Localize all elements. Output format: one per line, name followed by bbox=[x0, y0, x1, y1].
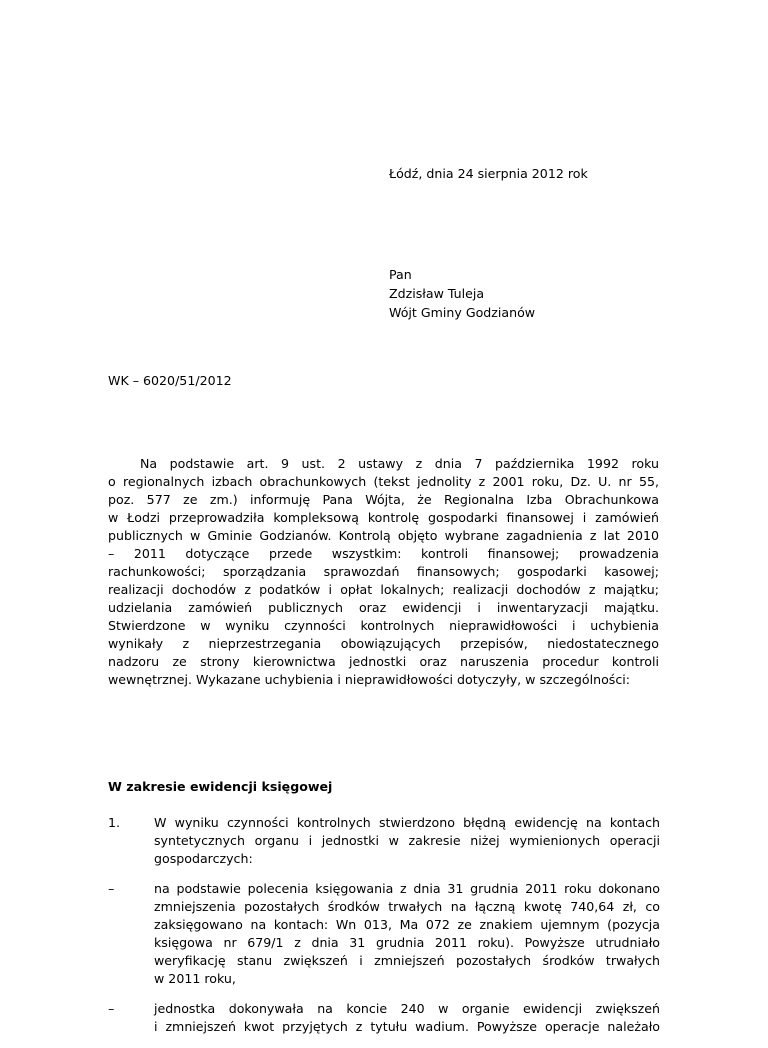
paragraph-line: poz. 577 ze zm.) informuję Pana Wójta, że Regionalna Izba Obrachunkowa bbox=[108, 492, 659, 507]
list-line: w 2011 roku, bbox=[154, 971, 236, 986]
paragraph-line: w Łodzi przeprowadziła kompleksową kontrolę gospodarki finansowej i zamówień bbox=[108, 510, 659, 525]
paragraph-line: realizacji dochodów z podatków i opłat lokalnych; realizacji dochodów z majątku; bbox=[108, 582, 659, 597]
paragraph-line: publicznych w Gminie Godzianów. Kontrolą objęto wybrane zagadnienia z lat 2010 bbox=[108, 528, 659, 543]
paragraph-line: Na podstawie art. 9 ust. 2 ustawy z dnia 7 października 1992 roku bbox=[140, 456, 659, 471]
list-line: zmniejszenia pozostałych środków trwałych na łączną kwotę 740,64 zł, co bbox=[154, 899, 660, 914]
paragraph-line: – 2011 dotyczące przede wszystkim: kontroli finansowej; prowadzenia bbox=[108, 546, 659, 561]
list-line: zaksięgowano na kontach: Wn 013, Ma 072 ze znakiem ujemnym (pozycja bbox=[154, 917, 660, 932]
list-line: na podstawie polecenia księgowania z dnia 31 grudnia 2011 roku dokonano bbox=[154, 881, 660, 896]
list-line: syntetycznych organu i jednostki w zakresie niżej wymienionych operacji bbox=[154, 833, 660, 848]
addressee-block bbox=[389, 265, 535, 322]
list-marker: – bbox=[108, 881, 115, 896]
list-marker: – bbox=[108, 1001, 115, 1016]
reference-number: WK – 6020/51/2012 bbox=[108, 373, 232, 388]
list-item bbox=[108, 880, 660, 988]
intro-paragraph bbox=[108, 455, 659, 689]
list-line: i zmniejszeń kwot przyjętych z tytułu wadium. Powyższe operacje należało bbox=[154, 1019, 660, 1034]
list-line: W wyniku czynności kontrolnych stwierdzono błędną ewidencję na kontach bbox=[154, 815, 660, 830]
list-item-text bbox=[154, 814, 660, 868]
paragraph-line: wynikały z nieprzestrzegania obowiązujących przepisów, niedostatecznego bbox=[108, 636, 659, 651]
letter-date: Łódź, dnia 24 sierpnia 2012 rok bbox=[389, 166, 588, 181]
list-item-text bbox=[154, 1000, 660, 1036]
addressee-position: Wójt Gminy Godzianów bbox=[389, 305, 536, 320]
addressee-name: Zdzisław Tuleja bbox=[389, 286, 485, 301]
list-marker: 1. bbox=[108, 815, 121, 830]
paragraph-line: rachunkowości; sporządzania sprawozdań finansowych; gospodarki kasowej; bbox=[108, 564, 659, 579]
list-item bbox=[108, 1000, 660, 1036]
list-item-text bbox=[154, 880, 660, 988]
paragraph-line: wewnętrznej. Wykazane uchybienia i nieprawidłowości dotyczyły, w szczególności: bbox=[108, 672, 631, 687]
list-line: gospodarczych: bbox=[154, 851, 253, 866]
list-line: jednostka dokonywała na koncie 240 w organie ewidencji zwiększeń bbox=[154, 1001, 660, 1016]
paragraph-line: nadzoru ze strony kierownictwa jednostki oraz naruszenia procedur kontroli bbox=[108, 654, 659, 669]
list-line: księgowa nr 679/1 z dnia 31 grudnia 2011 roku). Powyższe utrudniało bbox=[154, 935, 660, 950]
paragraph-line: udzielania zamówień publicznych oraz ewidencji i inwentaryzacji majątku. bbox=[108, 600, 659, 615]
section-heading: W zakresie ewidencji księgowej bbox=[108, 779, 333, 794]
paragraph-line: o regionalnych izbach obrachunkowych (tekst jednolity z 2001 roku, Dz. U. nr 55, bbox=[108, 474, 659, 489]
paragraph-line: Stwierdzone w wyniku czynności kontrolnych nieprawidłowości i uchybienia bbox=[108, 618, 659, 633]
addressee-salutation: Pan bbox=[389, 267, 412, 282]
list-line: weryfikację stanu zwiększeń i zmniejszeń pozostałych środków trwałych bbox=[154, 953, 660, 968]
list-item bbox=[108, 814, 660, 868]
findings-list bbox=[108, 814, 660, 1048]
